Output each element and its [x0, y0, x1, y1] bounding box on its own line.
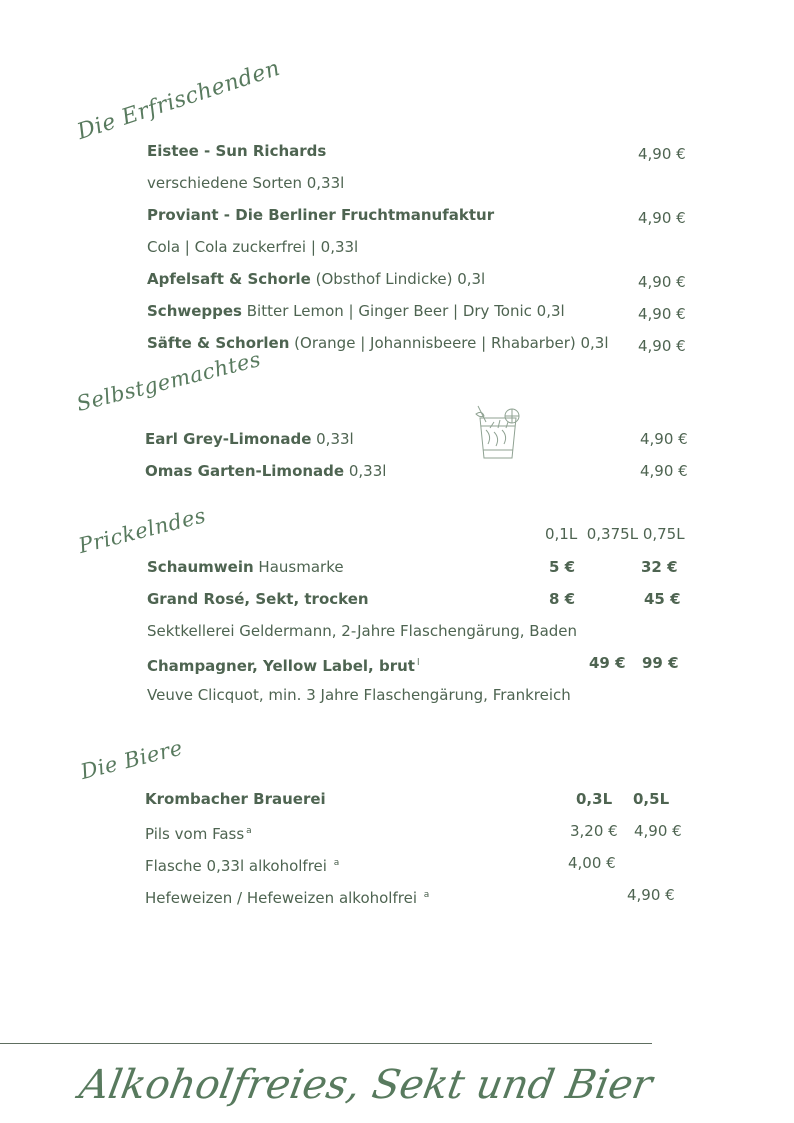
menu-item-name: Säfte & Schorlen — [147, 334, 290, 352]
menu-item-name: Schaumwein — [147, 558, 254, 576]
section-title-erfrischende: Die Erfrischenden — [74, 55, 284, 145]
menu-item — [147, 558, 344, 576]
menu-item-description: Veuve Clicquot, min. 3 Jahre Flaschengärung, Frankreich — [147, 686, 571, 704]
menu-item-price: 99 € — [642, 654, 679, 672]
menu-item-price: 8 € — [549, 590, 576, 608]
menu-item-price: 4,90 € — [638, 145, 686, 163]
menu-item-name: Pils vom Fass — [145, 825, 245, 843]
menu-item-description: verschiedene Sorten 0,33l — [147, 174, 345, 192]
size-header: 0,5L — [633, 790, 670, 808]
brewery-name: Krombacher Brauerei — [145, 790, 326, 808]
menu-item-name: Proviant - Die Berliner Fruchtmanufaktur — [147, 206, 495, 224]
menu-item-name: Eistee - Sun Richards — [147, 142, 327, 160]
menu-item — [145, 854, 339, 875]
menu-item-name: Hefeweizen / Hefeweizen alkoholfrei — [145, 889, 422, 907]
menu-item-price: 4,90 € — [627, 886, 675, 904]
menu-item-price: 5 € — [549, 558, 576, 576]
menu-item-price: 4,90 € — [638, 305, 686, 323]
menu-item-name: Grand Rosé, Sekt, trocken — [147, 590, 369, 608]
menu-item-price: 45 € — [644, 590, 681, 608]
size-header: 0,3L — [576, 790, 613, 808]
menu-item-price: 4,90 € — [640, 462, 688, 480]
size-header: 0,1L 0,375L 0,75L — [545, 525, 685, 543]
menu-item-price: 4,90 € — [638, 337, 686, 355]
menu-item-description: Hausmarke — [253, 558, 344, 576]
menu-item-name: Flasche 0,33l alkoholfrei — [145, 857, 332, 875]
menu-item-price: 49 € — [589, 654, 626, 672]
section-title-biere: Die Biere — [78, 735, 186, 784]
footnote-mark: a — [333, 858, 340, 868]
menu-item-description: 0,33l — [344, 462, 387, 480]
menu-item-price: 4,90 € — [634, 822, 682, 840]
footnote-mark: a — [246, 826, 252, 836]
menu-item-price: 4,90 € — [638, 209, 686, 227]
menu-item-price: 4,90 € — [640, 430, 688, 448]
footnote-mark: l — [416, 658, 420, 668]
menu-item-name: Apfelsaft & Schorle — [147, 270, 311, 288]
menu-item — [145, 430, 354, 448]
menu-item-description: Cola | Cola zuckerfrei | 0,33l — [147, 238, 359, 256]
footnote-mark: a — [423, 890, 430, 900]
menu-item-description: Sektkellerei Geldermann, 2-Jahre Flaschengärung, Baden — [147, 622, 578, 640]
menu-item-description: Bitter Lemon | Ginger Beer | Dry Tonic 0,3l — [241, 302, 565, 320]
menu-item-description: 0,33l — [311, 430, 354, 448]
menu-item-price: 4,90 € — [638, 273, 686, 291]
menu-item-price: 4,00 € — [568, 854, 616, 872]
menu-item — [145, 462, 386, 480]
menu-item — [145, 822, 252, 843]
cocktail-glass-icon — [472, 404, 526, 462]
menu-item-name: Omas Garten-Limonade — [145, 462, 345, 480]
section-title-prickelndes: Prickelndes — [76, 503, 209, 558]
menu-item-name: Champagner, Yellow Label, brut — [147, 657, 415, 675]
page-title: Alkoholfreies, Sekt und Bier — [75, 1062, 656, 1108]
section-title-selbstgemachtes: Selbstgemachtes — [74, 347, 264, 416]
menu-item — [147, 334, 609, 352]
menu-item — [145, 886, 429, 907]
menu-item — [147, 270, 485, 288]
menu-item — [147, 302, 565, 320]
menu-item-price: 32 € — [641, 558, 678, 576]
menu-item-description: (Obsthof Lindicke) 0,3l — [310, 270, 486, 288]
menu-item-name: Schweppes — [147, 302, 242, 320]
menu-item-name: Earl Grey-Limonade — [145, 430, 312, 448]
menu-item-description: (Orange | Johannisbeere | Rhabarber) 0,3l — [289, 334, 609, 352]
menu-item-price: 3,20 € — [570, 822, 618, 840]
divider — [0, 1043, 652, 1044]
menu-item — [147, 654, 419, 675]
